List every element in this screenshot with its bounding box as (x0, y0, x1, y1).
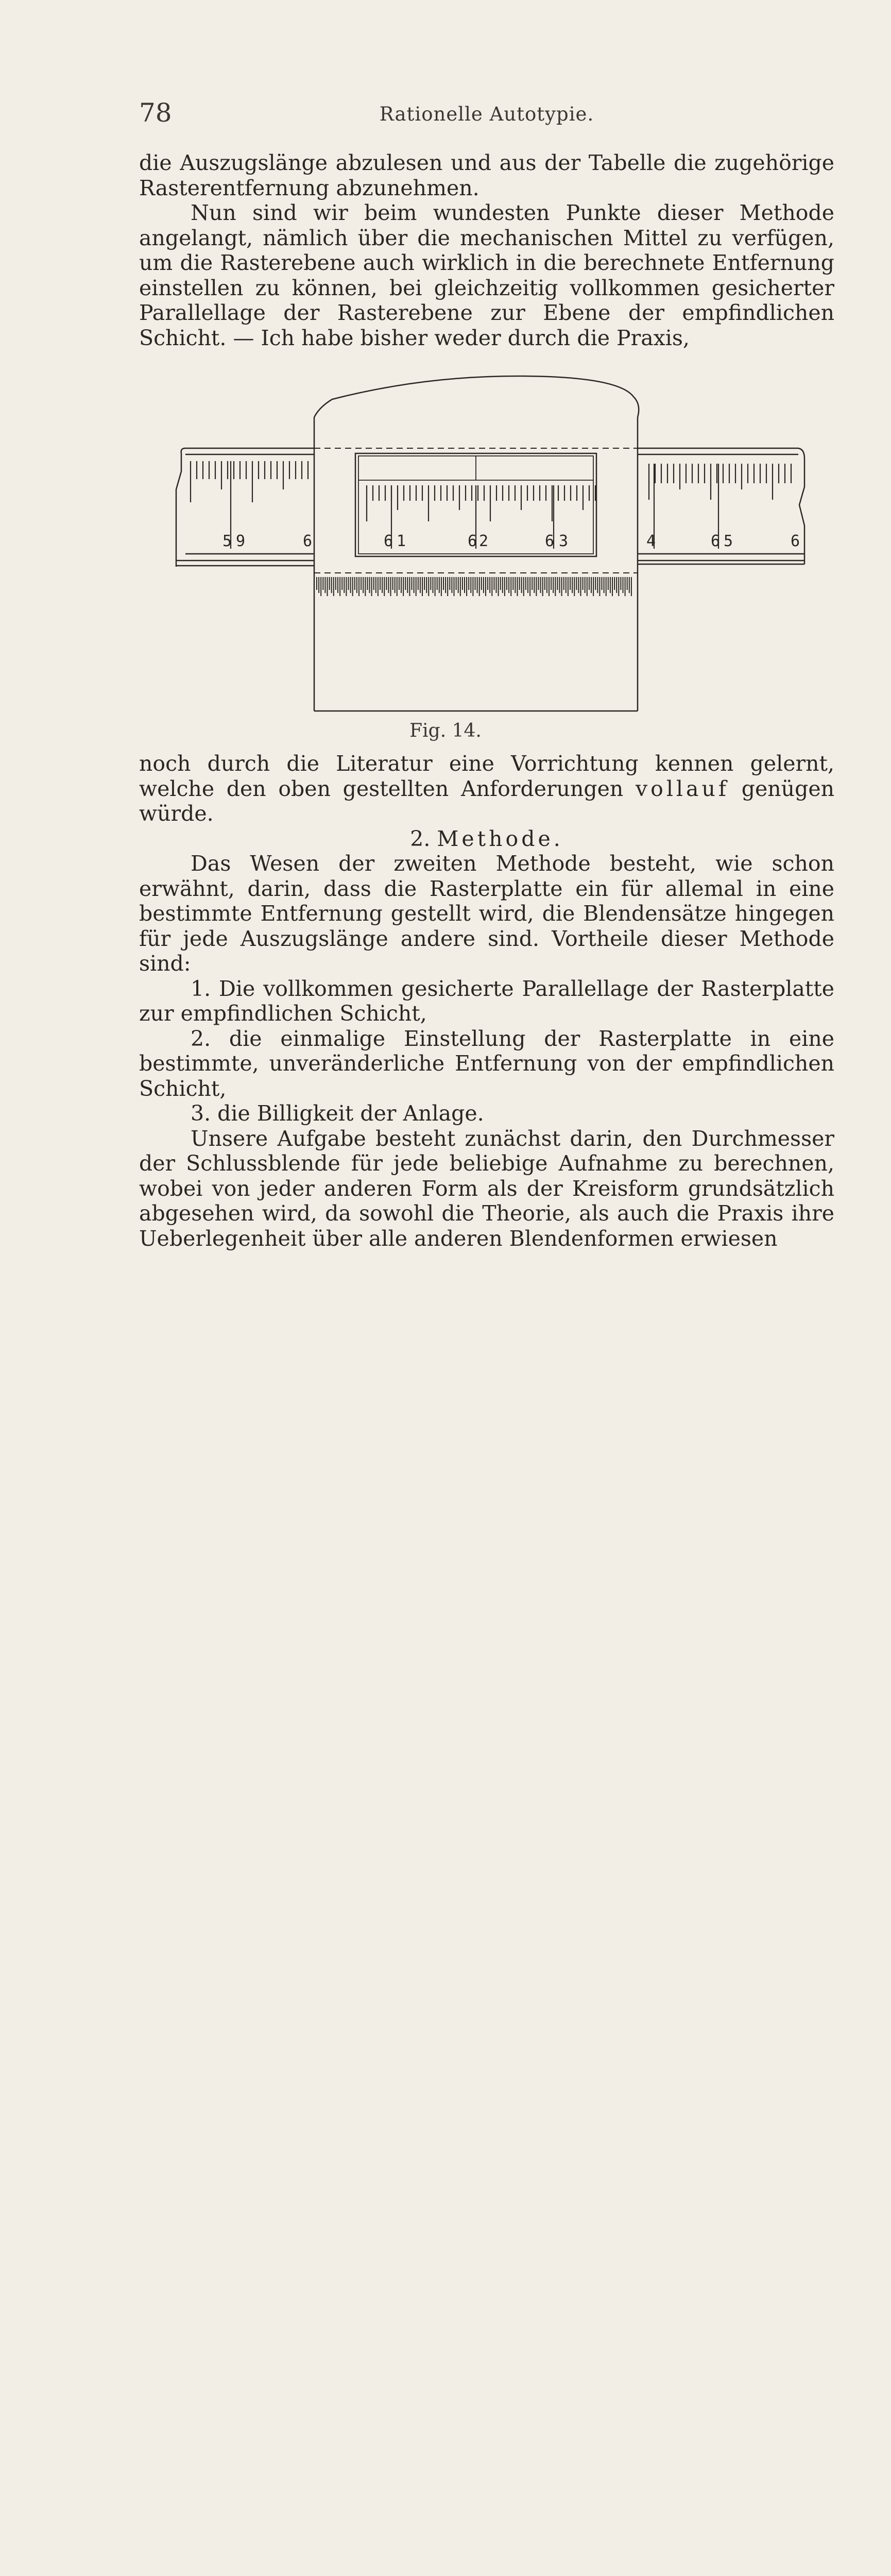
raster-hatching (317, 577, 631, 596)
scale-label: 2 (479, 532, 489, 550)
list-item: 2. die einmalige Einstellung der Rasterplatte in eine bestimmte, unveränderliche Entfernung von der empfindlichen Schicht, (139, 1026, 834, 1101)
list-item: 3. die Billigkeit der Anlage. (191, 1101, 484, 1126)
running-title: Rationelle Autotypie. (379, 103, 594, 125)
page-number: 78 (139, 98, 172, 128)
paragraph: die Auszugslänge abzulesen und aus der Tabelle die zugehörige Rasterentfernung abzunehmen. (139, 150, 834, 200)
paragraph: Das Wesen der zweiten Methode besteht, wie schon erwähnt, darin, dass die Rasterplatte ein für allemal in eine bestimmte Entfernung gestellt wird, die Blendensätze hingegen für jede Auszugslänge andere sind. Vortheile dieser Methode sind: (139, 851, 834, 976)
paragraph (139, 751, 834, 826)
list-item: 1. Die vollkommen gesicherte Parallellage der Rasterplatte zur empfindlichen Schicht, (139, 976, 834, 1026)
paragraph: Unsere Aufgabe besteht zunächst darin, den Durchmesser der Schlussblende für jede beliebige Aufnahme zu berechnen, wobei von jeder anderen Form als der Kreisform grundsätzlich abgesehen wird, da sowohl die Theorie, als auch die Praxis ihre Ueberlegenheit über alle anderen Blendenformen erwiesen (139, 1126, 834, 1251)
emphasis-spaced: vollauf (635, 776, 730, 801)
scale-label: 6 (791, 532, 800, 550)
figure-14 (175, 371, 809, 742)
scale-device-illustration (175, 371, 809, 742)
scale-label: 3 (559, 532, 569, 550)
scale-ticks (191, 461, 791, 549)
section-number: 2. (410, 826, 437, 851)
page-header (139, 98, 834, 134)
left-bar-outline (176, 448, 185, 567)
scale-label: 9 (236, 532, 246, 550)
section-title: Methode. (437, 826, 563, 851)
scale-label: 1 (397, 532, 406, 550)
scale-label: 6 (711, 532, 721, 550)
scale-label: 5 (222, 532, 232, 550)
text-run: genügen würde. (139, 776, 834, 826)
scale-label: 5 (724, 532, 733, 550)
section-heading (139, 826, 834, 852)
digitization-footer (0, 1443, 891, 1496)
paragraph: Nun sind wir beim wundesten Punkte dieser Methode angelangt, nämlich über die mechanischen Mittel zu verfügen, um die Rasterebene auch wirklich in die berechnete Entfernung einstellen zu können, bei gleichzeitig vollkommen gesicherter Parallellage der Rasterebene zur Ebene der empfindlichen Schicht. — Ich habe bisher weder durch die Praxis, (139, 200, 834, 350)
scale-label: 4 (646, 532, 656, 550)
scale-label: 6 (303, 532, 313, 550)
scale-label: 6 (384, 532, 393, 550)
text-run: noch durch die Literatur eine Vorrichtung kennen gelernt, welche den oben gestellten Anforderungen (139, 751, 834, 801)
figure-caption: Fig. 14. (409, 720, 482, 741)
text-block-top (139, 150, 834, 350)
scale-label: 6 (545, 532, 555, 550)
scale-label: 6 (468, 532, 477, 550)
text-block-bottom (139, 751, 834, 1251)
